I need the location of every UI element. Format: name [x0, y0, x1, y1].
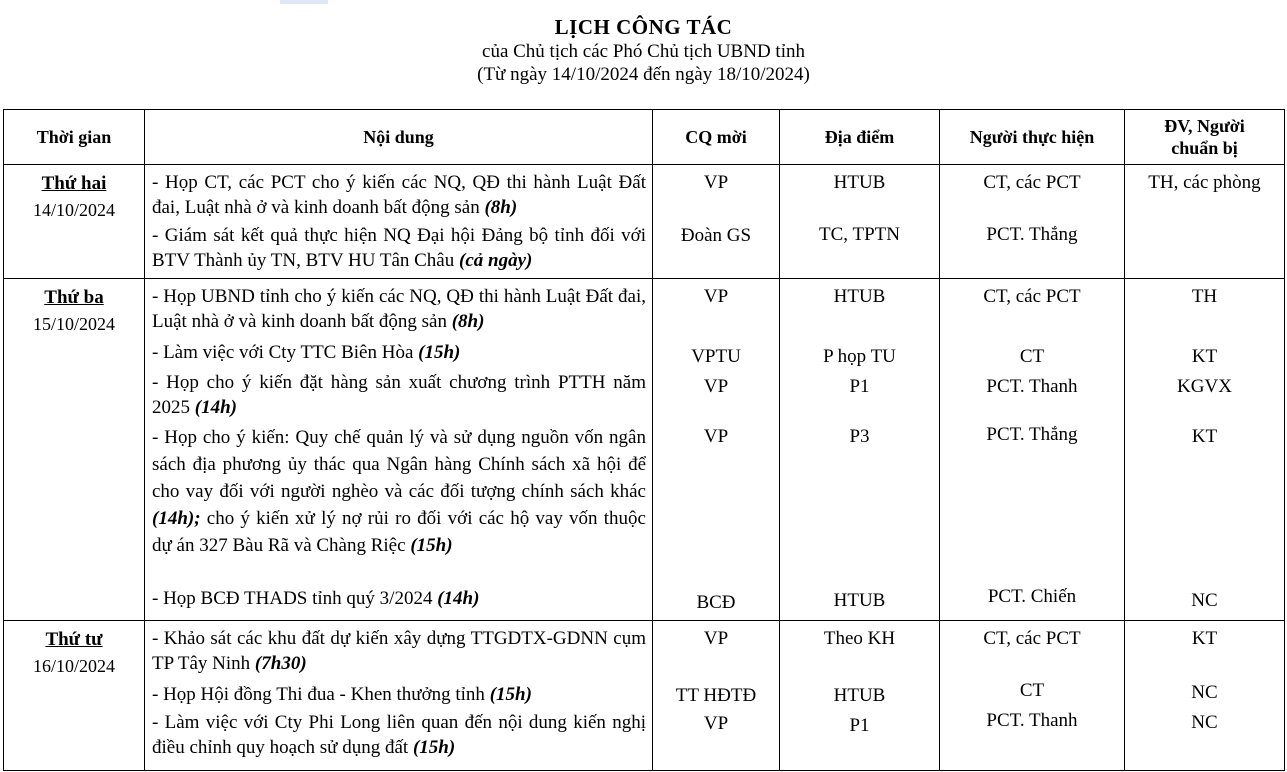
- org-cell: [653, 279, 780, 621]
- item-time: (15h): [489, 684, 532, 705]
- place-cell: [780, 279, 940, 621]
- document-subtitle: của Chủ tịch các Phó Chủ tịch UBND tỉnh: [482, 41, 805, 62]
- item-text: - Làm việc với Cty TTC Biên Hòa: [152, 342, 419, 363]
- item-prep: NC: [1191, 590, 1218, 611]
- person-cell: [940, 621, 1125, 771]
- document-header: [0, 14, 1287, 86]
- item-prep: NC: [1191, 712, 1218, 733]
- col-header-prep: [1125, 110, 1285, 165]
- org-cell: [653, 165, 780, 279]
- item-time: (cả ngày): [459, 250, 533, 271]
- col-header-prep-line2: chuẩn bị: [1171, 138, 1238, 158]
- item-place: P3: [849, 426, 870, 447]
- schedule-table: [3, 109, 1285, 771]
- table-header-row: [4, 110, 1285, 165]
- person-cell: [940, 165, 1125, 279]
- day-date: 16/10/2024: [32, 656, 115, 676]
- item-person: CT, các PCT: [983, 628, 1081, 649]
- item-text: - Họp BCĐ THADS tỉnh quý 3/2024: [152, 588, 438, 609]
- list-item: [145, 340, 652, 370]
- item-person: CT: [1019, 680, 1045, 701]
- item-person: PCT. Thắng: [986, 224, 1078, 245]
- item-person: PCT. Thắng: [986, 424, 1078, 445]
- day-date: 14/10/2024: [32, 200, 115, 220]
- item-text: - Họp cho ý kiến: Quy chế quản lý và sử dụng nguồn vốn ngân sách địa phương ủy thác qua Ngân hàng Chính sách xã hội để cho vay đối với người nghèo và các đối tượng chính sách khác: [152, 427, 646, 502]
- item-place: HTUB: [833, 590, 886, 611]
- item-time: (8h): [484, 197, 518, 218]
- col-header-time: Thời gian: [4, 110, 145, 165]
- prep-cell: [1125, 279, 1285, 621]
- col-header-prep-line1: ĐV, Người: [1164, 116, 1245, 136]
- list-item: [145, 223, 652, 273]
- item-person: PCT. Chiến: [987, 586, 1077, 607]
- item-text: - Họp CT, các PCT cho ý kiến các NQ, QĐ thi hành Luật Đất đai, Luật nhà ở và kinh doanh bất động sản: [152, 172, 646, 218]
- col-header-place: Địa điểm: [780, 110, 940, 165]
- item-prep: TH, các phòng: [1148, 172, 1261, 193]
- prep-cell: [1125, 621, 1285, 771]
- item-time: (14h);: [152, 508, 201, 529]
- item-place: P họp TU: [823, 346, 896, 367]
- table-row-monday: [4, 165, 1285, 279]
- item-org: VPTU: [691, 346, 741, 367]
- day-cell: [4, 621, 145, 771]
- place-cell: [780, 621, 940, 771]
- item-org: Đoàn GS: [680, 225, 752, 246]
- table-row-wednesday: [4, 621, 1285, 771]
- content-cell: [145, 621, 653, 771]
- item-org: VP: [703, 426, 729, 447]
- item-place: P1: [849, 715, 870, 736]
- item-prep: KT: [1191, 426, 1218, 447]
- date-range: (Từ ngày 14/10/2024 đến ngày 18/10/2024): [477, 64, 810, 85]
- item-time: (14h): [437, 588, 480, 609]
- item-text: - Giám sát kết quả thực hiện NQ Đại hội Đảng bộ tỉnh đối với BTV Thành ủy TN, BTV HU Tân Châu: [152, 225, 646, 271]
- list-item: [145, 626, 652, 682]
- item-prep: KGVX: [1177, 376, 1232, 397]
- item-prep: KT: [1191, 628, 1218, 649]
- item-time: (15h): [410, 535, 453, 556]
- item-time: (15h): [418, 342, 461, 363]
- item-time: (7h30): [254, 653, 307, 674]
- item-person: CT: [1019, 346, 1045, 367]
- item-text: - Họp Hội đồng Thi đua - Khen thưởng tỉnh: [152, 684, 490, 705]
- item-prep: KT: [1191, 346, 1218, 367]
- item-time: (8h): [451, 311, 485, 332]
- content-cell: [145, 279, 653, 621]
- list-item: [145, 424, 652, 586]
- document-title: LỊCH CÔNG TÁC: [554, 15, 733, 39]
- item-place: HTUB: [833, 286, 886, 307]
- item-org: VP: [703, 286, 729, 307]
- item-place: HTUB: [833, 172, 886, 193]
- item-prep: NC: [1191, 682, 1218, 703]
- item-text: - Làm việc với Cty Phi Long liên quan đến nội dung kiến nghị điều chỉnh quy hoạch sử dụng đất: [152, 712, 646, 758]
- item-prep: TH: [1191, 286, 1218, 307]
- item-person: CT, các PCT: [983, 172, 1081, 193]
- org-cell: [653, 621, 780, 771]
- item-person: CT, các PCT: [983, 286, 1081, 307]
- item-time: (15h): [412, 737, 456, 758]
- content-cell: [145, 165, 653, 279]
- col-header-person: Người thực hiện: [940, 110, 1125, 165]
- item-text: cho ý kiến xử lý nợ rủi ro đối với các hộ vay vốn thuộc dự án 327 Bàu Rã và Chàng Riệc: [152, 508, 646, 556]
- table-row-tuesday: [4, 279, 1285, 621]
- item-org: VP: [703, 713, 729, 734]
- item-place: TC, TPTN: [819, 224, 900, 245]
- day-name: Thứ hai: [41, 173, 107, 194]
- item-person: PCT. Thanh: [986, 376, 1078, 397]
- item-text: - Họp cho ý kiến đặt hàng sản xuất chương trình PTTH năm 2025: [152, 372, 646, 418]
- item-org: VP: [703, 376, 729, 397]
- person-cell: [940, 279, 1125, 621]
- item-person: PCT. Thanh: [986, 710, 1078, 731]
- list-item: [145, 710, 652, 760]
- col-header-content: Nội dung: [145, 110, 653, 165]
- item-text: - Khảo sát các khu đất dự kiến xây dựng TTGDTX-GDNN cụm TP Tây Ninh: [152, 628, 646, 674]
- item-org: BCĐ: [696, 592, 736, 613]
- list-item: [145, 370, 652, 424]
- day-name: Thứ ba: [44, 287, 104, 308]
- list-item: [145, 170, 652, 223]
- day-date: 15/10/2024: [32, 314, 115, 334]
- item-time: (14h): [194, 397, 237, 418]
- item-org: VP: [703, 172, 729, 193]
- day-cell: [4, 279, 145, 621]
- list-item: [145, 586, 652, 611]
- item-org: TT HĐTĐ: [675, 685, 757, 706]
- item-place: P1: [849, 376, 870, 397]
- day-cell: [4, 165, 145, 279]
- col-header-org: CQ mời: [653, 110, 780, 165]
- list-item: [145, 284, 652, 340]
- top-mark: [280, 0, 328, 4]
- item-text: - Họp UBND tỉnh cho ý kiến các NQ, QĐ thi hành Luật Đất đai, Luật nhà ở và kinh doanh bất động sản: [152, 286, 646, 332]
- place-cell: [780, 165, 940, 279]
- day-name: Thứ tư: [45, 629, 103, 650]
- item-place: HTUB: [833, 685, 886, 706]
- item-org: VP: [703, 628, 729, 649]
- item-place: Theo KH: [823, 628, 896, 649]
- prep-cell: [1125, 165, 1285, 279]
- list-item: [145, 682, 652, 710]
